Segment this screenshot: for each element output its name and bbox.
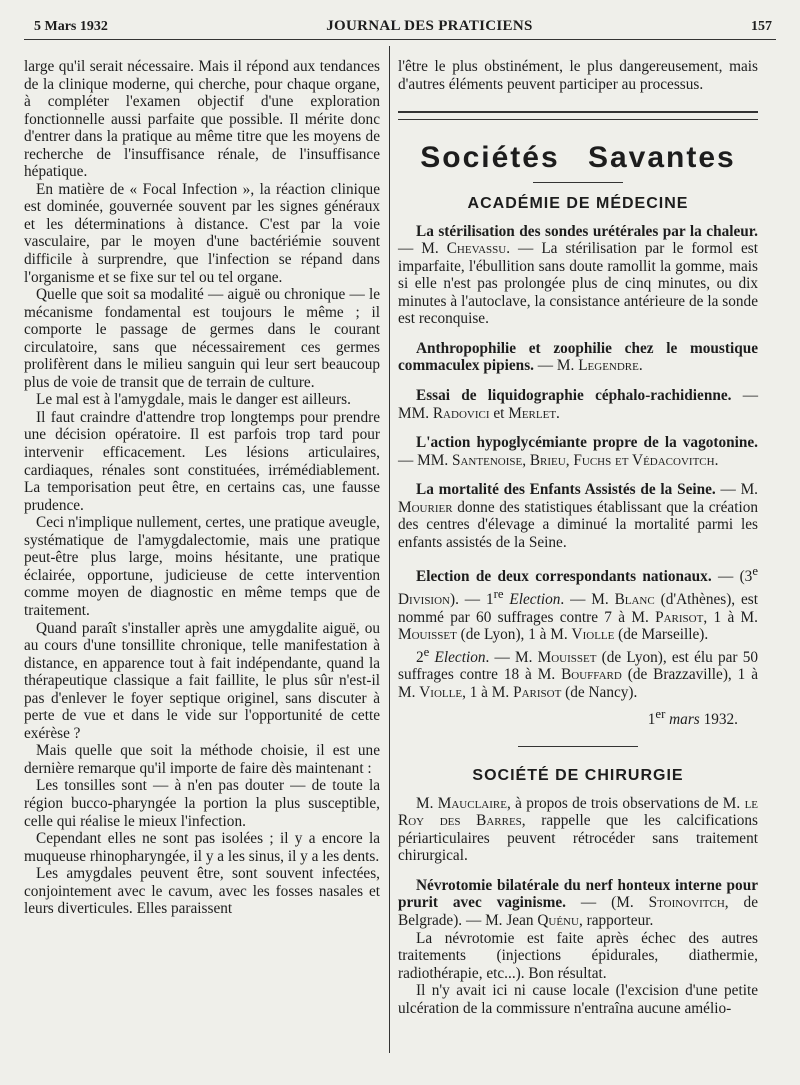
paragraph: Cependant elles ne sont pas isolées ; il y a encore la muqueuse rhinopharyngée, il y a les sinus, il y a les dents.: [24, 830, 380, 865]
paragraph: Quand paraît s'installer après une amygdalite aiguë, ou au cours d'une tonsillite chronique, telle manifestation à distance, en apparence tout à fait indépendante, quand la thérapeutique classique a fait faillite, le plus sûr n'est-il pas d'enlever le foyer septique originel, sans discuter à perte de vue et dans le vide sur l'opportunité de cette exérèse ?: [24, 619, 380, 742]
academie-heading: ACADÉMIE DE MÉDECINE: [467, 195, 689, 213]
academie-entry-election: Election de deux correspondants nationaux. — (3e Division). — 1re Election. — M. Blanc (d'Athènes), est nommé par 60 suffrages contre 7 à M. Parisot, 1 à M. Mouisset (de Lyon), 1 à M. Violle (de Marseille). 2e Election. — M. Mouisset (de Lyon), est élu par 50 suffrages contre 18 à M. Bouffard (de Brazzaville), 1 à M. Violle, 1 à M. Parisot (de Nancy).: [398, 564, 759, 701]
section-rule: [518, 746, 638, 747]
paragraph: La névrotomie est faite après échec des autres traitements (injections épidurales, diathermie, radiothérapie, etc...). Bon résultat.: [398, 929, 758, 982]
entry-title: Essai de liquidographie céphalo-rachidienne.: [416, 387, 732, 405]
paragraph-continued: l'être le plus obstinément, le plus dangereusement, mais d'autres éléments peuvent participer au processus.: [398, 58, 758, 93]
academie-entry-moustique: Anthropophilie et zoophilie chez le moustique commaculex pipiens. — M. Legendre.: [398, 339, 758, 375]
paragraph: Il n'y avait ici ni cause locale (l'excision d'une petite ulcération de la commissure n'entraîna aucune amélio-: [398, 982, 758, 1017]
chirurgie-heading: SOCIÉTÉ DE CHIRURGIE: [472, 767, 684, 785]
paragraph: Mais quelle que soit la méthode choisie, il est une dernière remarque qu'il importe de faire dès maintenant :: [24, 742, 380, 777]
paragraph: Quelle que soit sa modalité — aiguë ou chronique — le mécanisme fondamental est toujours le même ; il comporte le passage de germes dans le courant circulatoire, sans que nécessairement ces germes prolifèrent dans le milieu sanguin qui leur sert beaucoup plus de voie de transit que de terrain de culture.: [24, 286, 380, 391]
chirurgie-entry-nevrotomie: Névrotomie bilatérale du nerf honteux interne pour prurit avec vaginisme. — (M. Stoinovitch, de Belgrade). — M. Jean Quénu, rapporteur. La névrotomie est faite après échec des autres traitements (injections épidurales, diathermie, radiothérapie, etc...). Bon résultat. Il n'y avait ici ni cause locale (l'excision d'une petite ulcération de la commissure n'entraîna aucune amélio-: [398, 876, 758, 1017]
author-names: Santenoise, Brieu, Fuchs et Védacovitch: [451, 451, 715, 469]
entry-title: Election de deux correspondants nationaux.: [416, 568, 712, 586]
paragraph: En matière de « Focal Infection », la réaction clinique est dominée, gouvernée souvent par les signes généraux et les déterminations à distance. C'est par la voie vasculaire, par le moyen d'une bactériémie souvent difficile à surprendre, que l'infection se répand dans l'organisme et se fixe sur tel ou tel organe.: [24, 180, 380, 286]
academie-entry-sterilisation: La stérilisation des sondes urétérales par la chaleur. — M. Chevassu. — La stérilisation par le formol est imparfaite, l'ébullition sans doute ramollit la gomme, mais si elle n'est pas prolongée plus de cinq minutes, ou dix minutes à l'autoclave, la consistance antérieure de la sonde est reconquise.: [398, 222, 758, 328]
paragraph: Les amygdales peuvent être, sont souvent infectées, conjointement avec le cavum, avec les fosses nasales et leurs diverticules. Elles paraissent: [24, 865, 380, 918]
author-name: Chevassu: [446, 240, 507, 258]
issue-date: 5 Mars 1932: [34, 19, 108, 34]
entry-title: Névrotomie bilatérale du nerf honteux interne pour prurit avec vaginisme.: [398, 876, 758, 912]
academie-entry-vagotonine: L'action hypoglycémiante propre de la vagotonine. — MM. Santenoise, Brieu, Fuchs et Védacovitch.: [398, 434, 758, 469]
header-rule: [24, 39, 776, 40]
entry-title: La mortalité des Enfants Assistés de la Seine.: [416, 481, 716, 499]
paragraph: Ceci n'implique nullement, certes, une pratique aveugle, systématique de l'amygdalectomie, mais une pratique peut-être plus large, moins hésitante, une pratique éclairée, opportune, judicieuse de cette intervention comme moyen de diagnostic en même temps que de traitement.: [24, 514, 380, 619]
paragraph: large qu'il serait nécessaire. Mais il répond aux tendances de la clinique moderne, qui cherche, pour chaque organe, à compléter l'examen objectif d'une exploration fonctionnelle aussi parfaite que possible. Il mérite donc d'entrer dans la pratique au même titre que les moyens de recherche de l'insuffisance rénale, de l'insuffisance hépatique.: [24, 58, 380, 181]
journal-title: JOURNAL DES PRATICIENS: [326, 18, 533, 34]
session-date: 1er mars 1932.: [647, 706, 738, 728]
academie-entry-mortalite: La mortalité des Enfants Assistés de la Seine. — M. Mourier donne des statistiques établissant que la création des centres d'élevage a diminué la mortalité parmi les enfants assistés de la Seine.: [398, 481, 758, 551]
left-column: [24, 58, 380, 918]
title-rule: [533, 182, 623, 183]
entry-title: Anthropophilie et zoophilie chez le moustique commaculex pipiens.: [398, 339, 758, 375]
section-title: Sociétés Savantes: [420, 141, 736, 175]
column-divider: [389, 46, 390, 1053]
right-column: [398, 58, 758, 1017]
entry-title: L'action hypoglycémiante propre de la vagotonine.: [416, 434, 758, 452]
page-number: 157: [750, 19, 772, 34]
paragraph: Il faut craindre d'attendre trop longtemps pour prendre une décision opératoire. Il est parfois trop tard pour intervenir efficacement. Les lésions articulaires, cardiaques, rénales sont constituées, irrémédiablement. La temporisation peut être, en certains cas, une fausse prudence.: [24, 408, 380, 514]
chirurgie-entry-calcifications: M. Mauclaire, à propos de trois observations de M. le Roy des Barres, rappelle que les calcifications périarticulaires peuvent rétrocéder sans traitement chirurgical.: [398, 794, 759, 865]
entry-title: La stérilisation des sondes urétérales par la chaleur.: [416, 222, 758, 240]
author-name: Legendre: [578, 357, 639, 375]
academie-entry-liquidographie: Essai de liquidographie céphalo-rachidienne. — MM. Radovici et Merlet.: [398, 387, 758, 422]
paragraph: Le mal est à l'amygdale, mais le danger est ailleurs.: [36, 391, 351, 409]
paragraph: Les tonsilles sont — à n'en pas douter — de toute la région bucco-pharyngée la portion la plus susceptible, celle qui réalise le mieux l'infection.: [24, 777, 380, 830]
double-rule: [398, 111, 758, 120]
